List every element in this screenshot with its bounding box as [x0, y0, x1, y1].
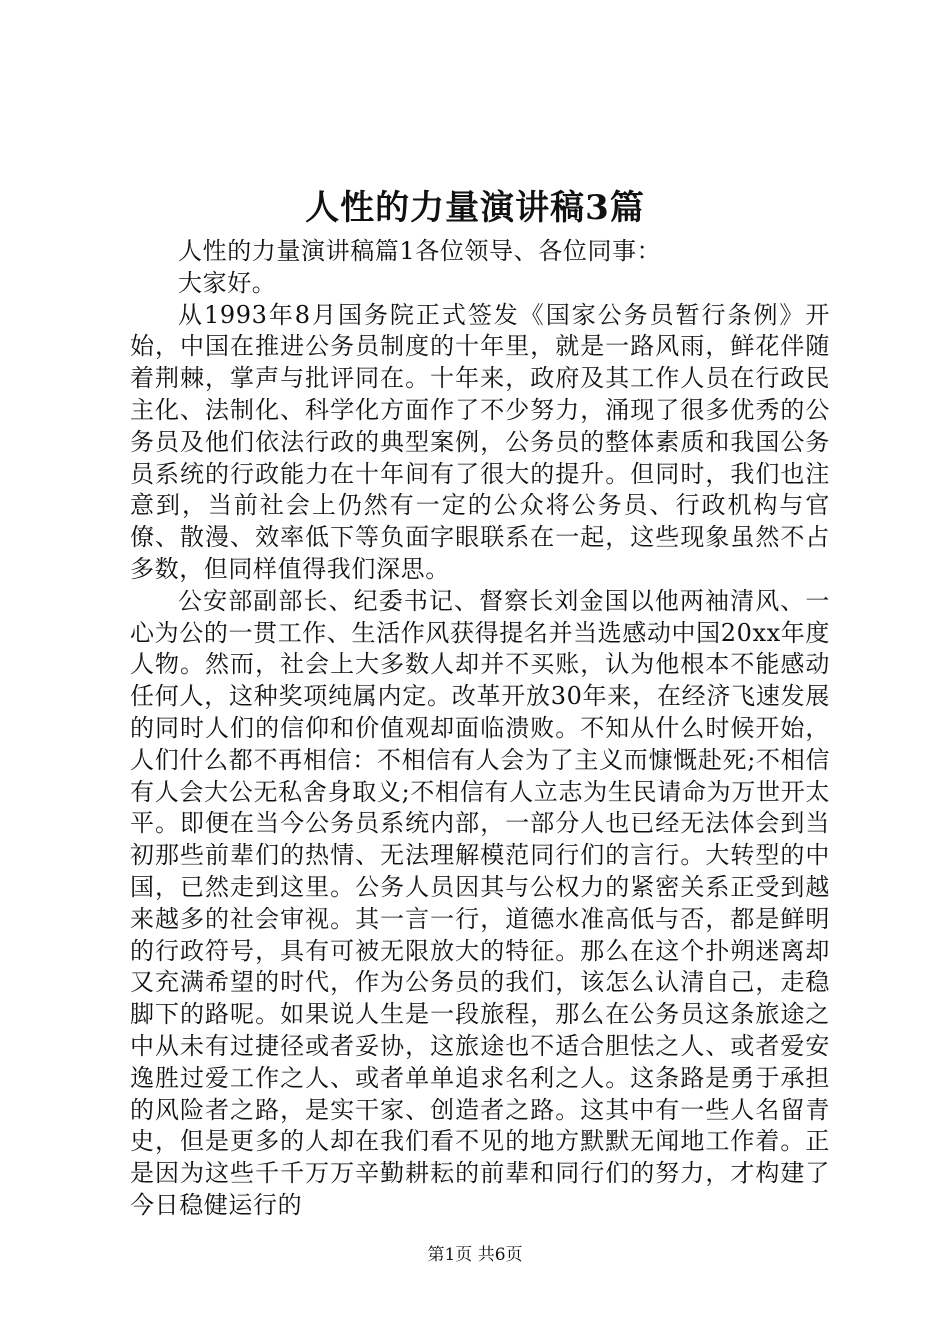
paragraph-greeting: 大家好。	[178, 268, 277, 297]
paragraph-intro: 从1993年8月国务院正式签发《国家公务员暂行条例》开始，中国在推进公务员制度的十年里，就是一路风雨，鲜花伴随着荆棘，掌声与批评同在。十年来，政府及其工作人员在行政民主化、法制化、科学化方面作了不少努力，涌现了很多优秀的公务员及他们依法行政的典型案例，公务员的整体素质和我国公务员系统的行政能力在十年间有了很大的提升。但同时，我们也注意到，当前社会上仍然有一定的公众将公务员、行政机构与官僚、散漫、效率低下等负面字眼联系在一起，这些现象虽然不占多数，但同样值得我们深思。	[130, 300, 830, 583]
document-body	[130, 236, 830, 1222]
document-title: 人性的力量演讲稿3篇	[305, 188, 645, 228]
paragraph-main: 公安部副部长、纪委书记、督察长刘金国以他两袖清风、一心为公的一贯工作、生活作风获得提名并当选感动中国20xx年度人物。然而，社会上大多数人却并不买账，认为他根本不能感动任何人，这种奖项纯属内定。改革开放30年来，在经济飞速发展的同时人们的信仰和价值观却面临溃败。不知从什么时候开始，人们什么都不再相信：不相信有人会为了主义而慷慨赴死;不相信有人会大公无私舍身取义;不相信有人立志为生民请命为万世开太平。即便在当今公务员系统内部，一部分人也已经无法体会到当初那些前辈们的热情、无法理解模范同行们的言行。大转型的中国，已然走到这里。公务人员因其与公权力的紧密关系正受到越来越多的社会审视。其一言一行，道德水准高低与否，都是鲜明的行政符号，具有可被无限放大的特征。那么在这个扑朔迷离却又充满希望的时代，作为公务员的我们，该怎么认清自己，走稳脚下的路呢。如果说人生是一段旅程，那么在公务员这条旅途之中从未有过捷径或者妥协，这旅途也不适合胆怯之人、或者爱安逸胜过爱工作之人、或者单单追求名利之人。这条路是勇于承担的风险者之路，是实干家、创造者之路。这其中有一些人名留青史，但是更多的人却在我们看不见的地方默默无闻地工作着。正是因为这些千千万万辛勤耕耘的前辈和同行们的努力，才构建了今日稳健运行的	[130, 586, 830, 1219]
page-footer: 第1页 共6页	[427, 1245, 523, 1265]
paragraph-greeting-heading: 人性的力量演讲稿篇1各位领导、各位同事：	[178, 237, 662, 265]
